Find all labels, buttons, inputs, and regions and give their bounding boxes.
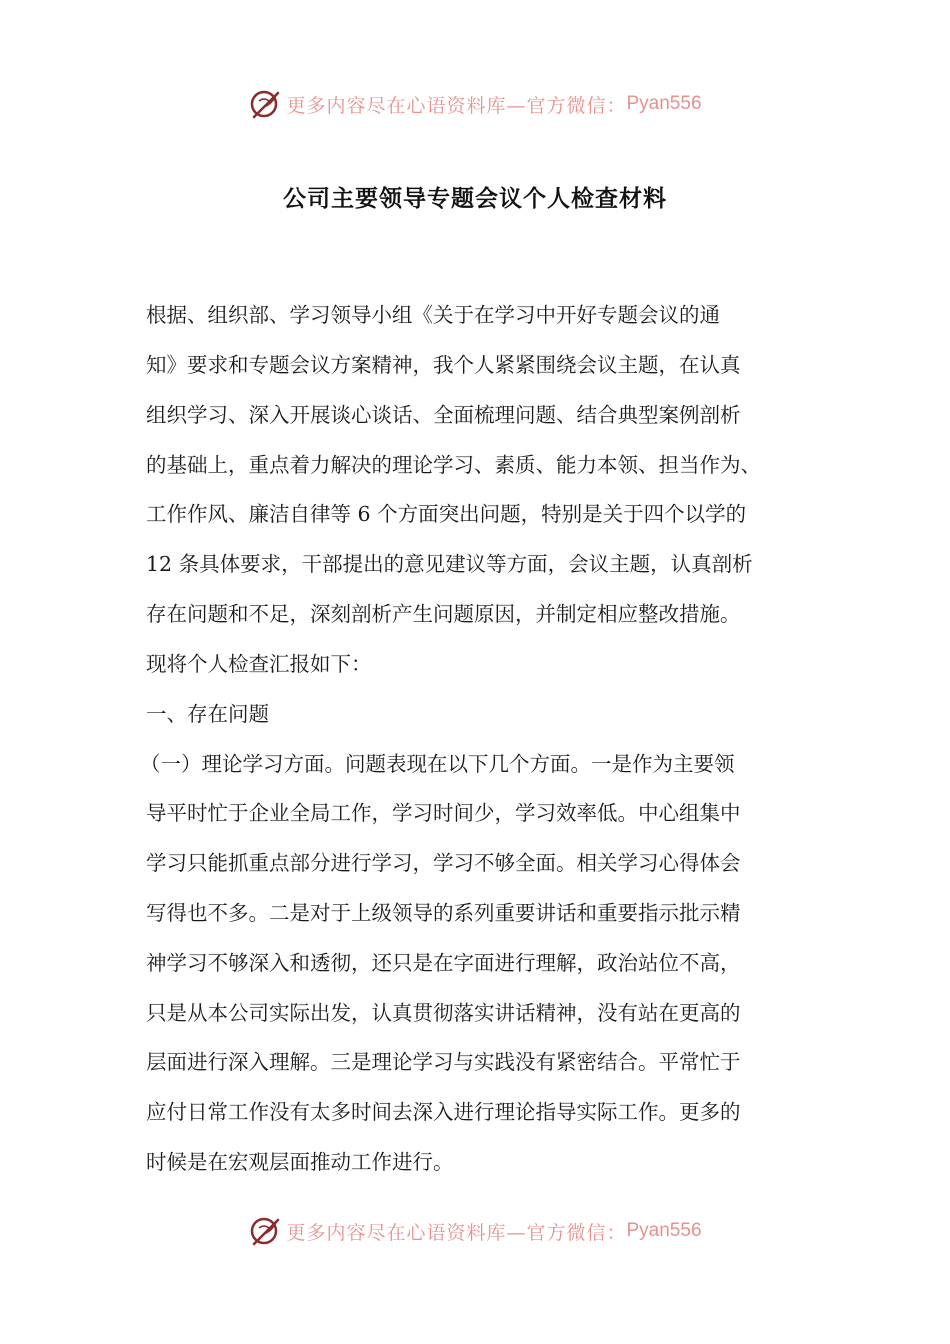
paragraph-line: 的基础上，重点着力解决的理论学习、素质、能力本领、担当作为、: [146, 453, 761, 477]
quill-logo-icon: [248, 87, 282, 121]
paragraph-line: 只是从本公司实际出发，认真贯彻落实讲话精神，没有站在更高的: [146, 1001, 741, 1025]
header-watermark: [0, 84, 950, 124]
paragraph-line: 知》要求和专题会议方案精神，我个人紧紧围绕会议主题，在认真: [146, 353, 741, 377]
document-title: 公司主要领导专题会议个人检查材料: [283, 185, 667, 212]
section-heading: 一、存在问题: [146, 702, 269, 726]
paragraph-line: 存在问题和不足，深刻剖析产生问题原因，并制定相应整改措施。: [146, 602, 741, 626]
paragraph-line: 学习只能抓重点部分进行学习，学习不够全面。相关学习心得体会: [146, 851, 741, 875]
paragraph-line: 现将个人检查汇报如下：: [146, 652, 372, 676]
paragraph-line: 12 条具体要求，干部提出的意见建议等方面，会议主题，认真剖析: [146, 552, 753, 576]
paragraph-line: （一）理论学习方面。问题表现在以下几个方面。一是作为主要领: [140, 752, 735, 776]
paragraph-line: 导平时忙于企业全局工作，学习时间少，学习效率低。中心组集中: [146, 801, 741, 825]
paragraph-line: 工作作风、廉洁自律等 6 个方面突出问题，特别是关于四个以学的: [146, 502, 747, 526]
paragraph-line: 应付日常工作没有太多时间去深入进行理论指导实际工作。更多的: [146, 1100, 741, 1124]
wechat-id: Pyan556: [626, 93, 702, 114]
wechat-id: Pyan556: [626, 1220, 702, 1241]
paragraph-line: 时候是在宏观层面推动工作进行。: [146, 1150, 454, 1174]
quill-logo-icon: [248, 1214, 282, 1248]
paragraph-line: 写得也不多。二是对于上级领导的系列重要讲话和重要指示批示精: [146, 901, 741, 925]
watermark-text: 更多内容尽在心语资料库—官方微信：: [286, 1221, 627, 1244]
footer-watermark: [0, 1211, 950, 1251]
paragraph-line: 根据、组织部、学习领导小组《关于在学习中开好专题会议的通: [146, 303, 720, 327]
watermark-text: 更多内容尽在心语资料库—官方微信：: [286, 94, 627, 117]
paragraph-line: 组织学习、深入开展谈心谈话、全面梳理问题、结合典型案例剖析: [146, 403, 741, 427]
paragraph-line: 层面进行深入理解。三是理论学习与实践没有紧密结合。平常忙于: [146, 1050, 741, 1074]
paragraph-line: 神学习不够深入和透彻，还只是在字面进行理解，政治站位不高，: [146, 951, 741, 975]
